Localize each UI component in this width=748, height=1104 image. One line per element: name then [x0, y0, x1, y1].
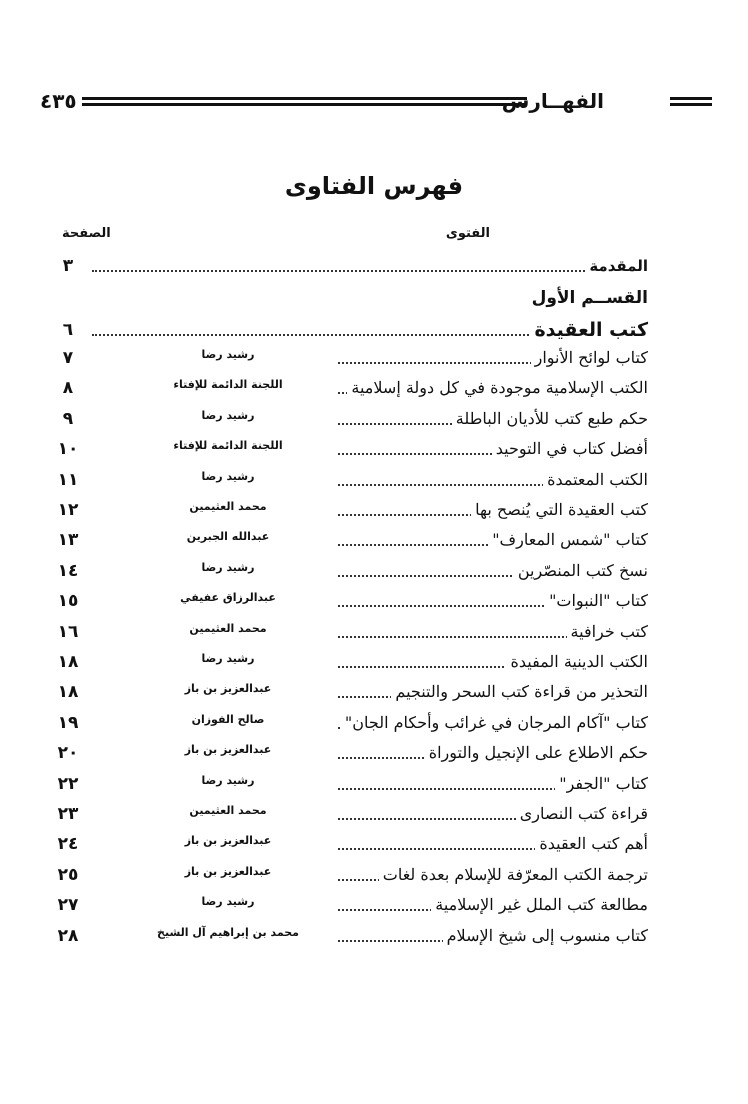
fatwa-page: ٨ [62, 378, 74, 399]
intro-row [48, 254, 648, 278]
fatwa-author: محمد العثيمين [118, 500, 338, 514]
fatwa-page: ١١ [57, 469, 79, 490]
fatwa-entry [48, 559, 648, 583]
fatwa-entry [48, 650, 648, 674]
chapter-page: ٦ [62, 320, 74, 340]
fatwa-page: ١٢ [57, 500, 79, 520]
fatwa-entry [48, 863, 648, 887]
part-title: القســم الأول [528, 286, 648, 310]
fatwa-title: كتاب منسوب إلى شيخ الإسلام [443, 924, 648, 948]
fatwa-title: كتب العقيدة التي يُنصح بها [471, 498, 648, 522]
fatwa-title: كتاب "الجفر" [555, 772, 648, 796]
intro-page: ٣ [62, 256, 74, 276]
fatwa-title: التحذير من قراءة كتب السحر والتنجيم [391, 680, 648, 704]
fatwa-page: ٧ [62, 348, 74, 368]
fatwa-page: ٢٣ [57, 804, 79, 824]
fatwa-author: محمد العثيمين [118, 804, 338, 818]
fatwa-entry [48, 589, 648, 613]
fatwa-title: حكم طبع كتب للأديان الباطلة [452, 407, 648, 431]
fatwa-title: كتاب "شمس المعارف" [488, 528, 648, 552]
fatwa-entry [48, 741, 648, 765]
fatwa-author: رشيد رضا [118, 409, 338, 423]
fatwa-page: ٢٧ [57, 895, 79, 916]
column-header-page: الصفحة [62, 226, 111, 241]
fatwa-page: ٢٢ [57, 773, 79, 794]
fatwa-title: ترجمة الكتب المعرّفة للإسلام بعدة لغات [379, 863, 648, 887]
fatwa-page: ٢٨ [57, 925, 79, 946]
fatwa-title: قراءة كتب النصارى [516, 802, 648, 826]
chapter-title: كتب العقيدة [530, 318, 648, 342]
fatwa-entry [48, 893, 648, 917]
fatwa-title: الكتب الدينية المفيدة [506, 650, 648, 674]
fatwa-author: عبدالعزيز بن باز [118, 865, 338, 879]
fatwa-entry [48, 437, 648, 461]
fatwa-page: ١٩ [57, 712, 79, 733]
part-row [48, 286, 648, 310]
fatwa-entry [48, 802, 648, 826]
fatwa-entry [48, 407, 648, 431]
header-rule-right [670, 97, 712, 106]
fatwa-entry [48, 772, 648, 796]
fatwa-entry [48, 468, 648, 492]
fatwa-author: عبدالعزيز بن باز [118, 682, 338, 696]
fatwa-entry [48, 832, 648, 856]
fatwa-entry [48, 346, 648, 370]
index-title: فهرس الفتاوى [284, 172, 464, 200]
fatwa-title: نسخ كتب المنصّرين [514, 559, 648, 583]
fatwa-entry [48, 376, 648, 400]
fatwa-title: الكتب الإسلامية موجودة في كل دولة إسلامية [347, 376, 648, 400]
fatwa-entry [48, 498, 648, 522]
fatwa-author: صالح الفوزان [118, 713, 338, 727]
fatwa-title: مطالعة كتب الملل غير الإسلامية [431, 893, 648, 917]
fatwa-title: حكم الاطلاع على الإنجيل والتوراة [425, 741, 648, 765]
fatwa-author: رشيد رضا [118, 470, 338, 484]
fatwa-title: أهم كتب العقيدة [535, 832, 648, 856]
column-header-fatwa: الفتوى [445, 226, 490, 241]
fatwa-page: ١٠ [57, 439, 79, 460]
fatwa-title: أفضل كتاب في التوحيد [492, 437, 648, 461]
fatwa-title: الكتب المعتمدة [543, 468, 648, 492]
fatwa-author: رشيد رضا [118, 348, 338, 362]
fatwa-author: اللجنة الدائمة للإفتاء [118, 439, 338, 453]
fatwa-entry [48, 528, 648, 552]
intro-title: المقدمة [585, 254, 648, 278]
fatwa-page: ١٣ [57, 530, 79, 551]
fatwa-title: كتاب لوائح الأنوار [531, 346, 648, 370]
fatwa-page: ٢٥ [57, 864, 79, 885]
fatwa-author: عبدالرزاق عفيفي [118, 591, 338, 605]
fatwa-entry [48, 620, 648, 644]
dot-leader [92, 270, 648, 272]
fatwa-author: رشيد رضا [118, 774, 338, 788]
chapter-row [48, 318, 648, 342]
fatwa-page: ٢٤ [57, 834, 79, 855]
fatwa-page: ١٨ [57, 682, 79, 703]
fatwa-page: ١٥ [57, 591, 79, 612]
fatwa-title: كتاب "النبوات" [545, 589, 648, 613]
fatwa-page: ١٤ [57, 560, 79, 581]
fatwa-author: اللجنة الدائمة للإفتاء [118, 378, 338, 392]
fatwa-author: محمد بن إبراهيم آل الشيخ [118, 926, 338, 940]
page-number: ٤٣٥ [40, 89, 77, 113]
fatwa-page: ١٨ [57, 652, 79, 672]
fatwa-title: كتب خرافية [567, 620, 648, 644]
fatwa-author: رشيد رضا [118, 895, 338, 909]
fatwa-author: عبدالعزيز بن باز [118, 834, 338, 848]
fatwa-entry [48, 924, 648, 948]
fatwa-entry [48, 680, 648, 704]
fatwa-author: عبدالله الجبرين [118, 530, 338, 544]
fatwa-page: ١٦ [57, 621, 79, 642]
fatwa-author: رشيد رضا [118, 561, 338, 575]
fatwa-author: محمد العثيمين [118, 622, 338, 636]
fatwa-page: ٩ [62, 408, 74, 429]
fatwa-page: ٢٠ [57, 743, 79, 764]
fatwa-title: كتاب "آكام المرجان في غرائب وأحكام الجان" [341, 711, 648, 735]
fatwa-author: عبدالعزيز بن باز [118, 743, 338, 757]
running-header [36, 88, 676, 114]
fatwa-entry [48, 711, 648, 735]
fatwa-author: رشيد رضا [118, 652, 338, 666]
running-header-title: الفهــارس [501, 89, 604, 113]
